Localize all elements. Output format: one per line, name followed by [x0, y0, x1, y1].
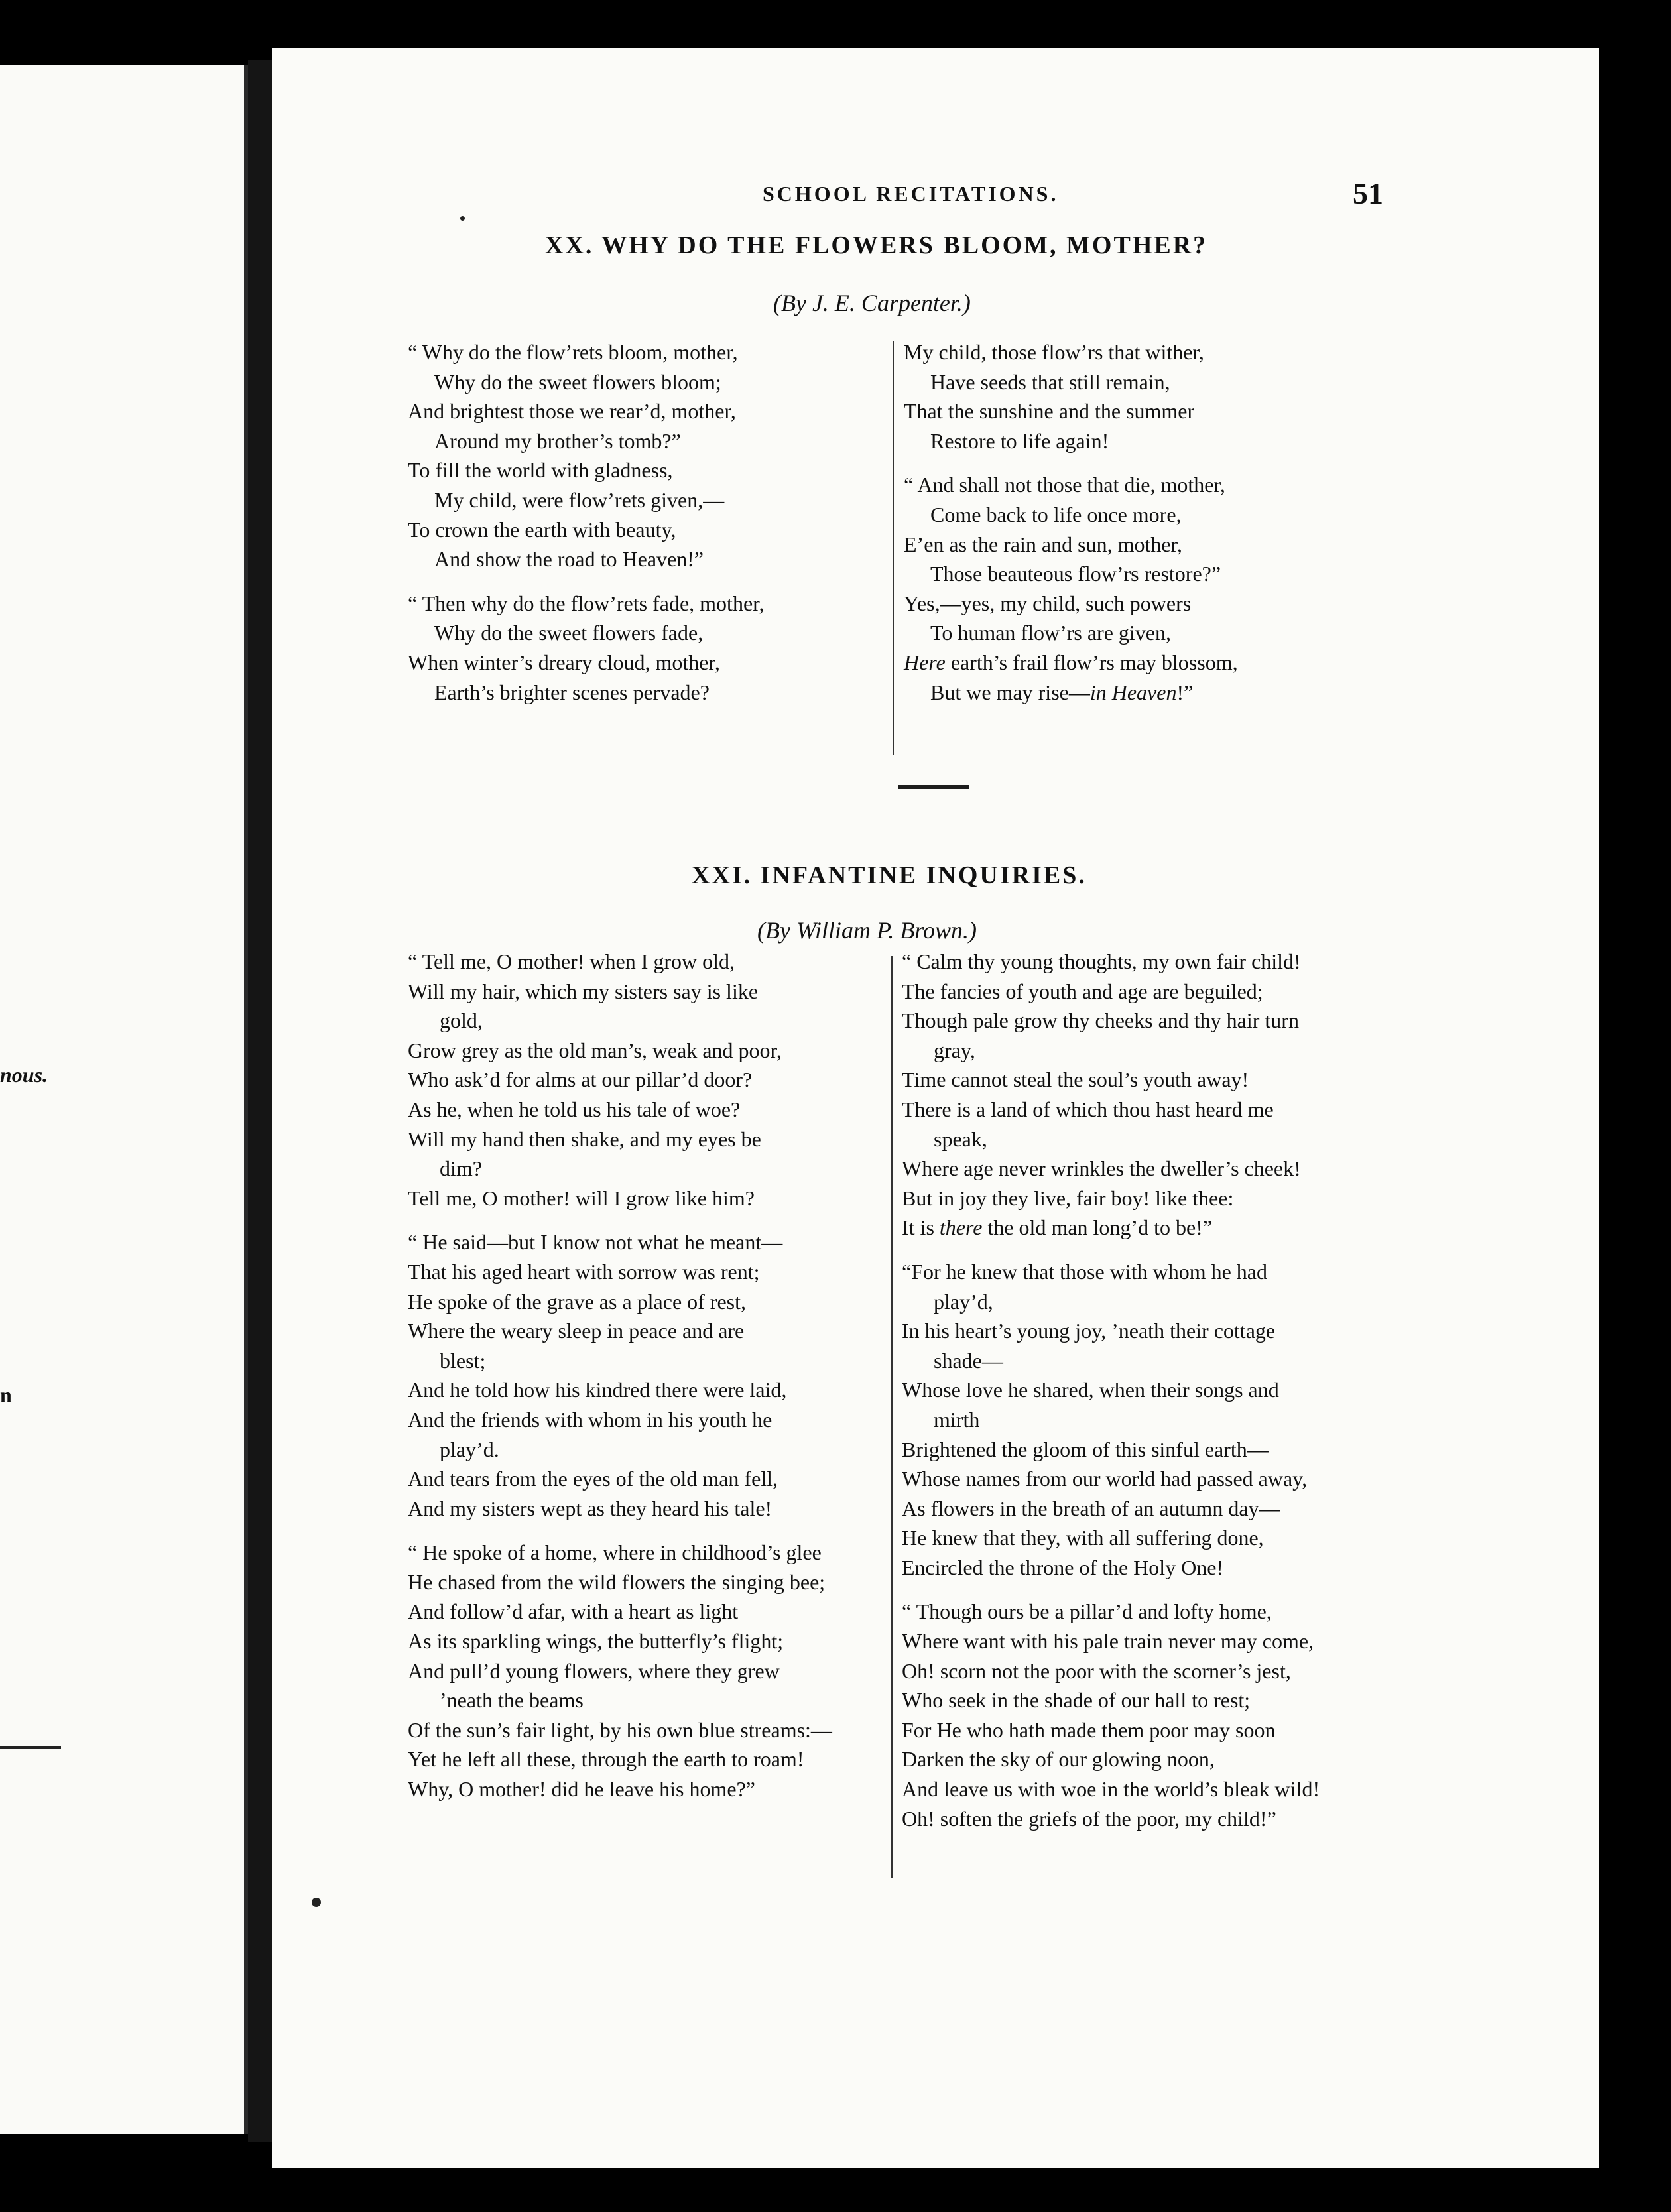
- poem-line: It is there the old man long’d to be!”: [902, 1215, 1213, 1240]
- poem-line: “ He spoke of a home, where in childhood’s glee: [408, 1540, 822, 1565]
- page-number: 51: [1353, 176, 1383, 210]
- poem-line: “ Though ours be a pillar’d and lofty home,: [902, 1599, 1272, 1624]
- poem-line: Oh! soften the griefs of the poor, my child!”: [902, 1806, 1276, 1831]
- poem-line: “For he knew that those with whom he had: [902, 1259, 1267, 1284]
- stanza: [904, 338, 1238, 456]
- poem-line: He chased from the wild flowers the singing bee;: [408, 1569, 826, 1594]
- facing-page-rule: [0, 1746, 61, 1749]
- poem-line: Earth’s brighter scenes pervade?: [434, 680, 710, 704]
- poem-line: Here earth’s frail flow’rs may blossom,: [904, 650, 1238, 674]
- poem-line: Of the sun’s fair light, by his own blue streams:—: [408, 1717, 832, 1742]
- poem-line: “ Tell me, O mother! when I grow old,: [408, 950, 735, 973]
- poem-line: Yes,—yes, my child, such powers: [904, 591, 1192, 615]
- poem-byline: (By J. E. Carpenter.): [773, 290, 971, 316]
- stanza: [408, 1227, 832, 1523]
- poem-line: That his aged heart with sorrow was rent;: [408, 1259, 760, 1284]
- poem-line: And brightest those we rear’d, mother,: [408, 399, 736, 424]
- poem-line: Oh! scorn not the poor with the scorner’s jest,: [902, 1658, 1291, 1683]
- poem-line: Have seeds that still remain,: [930, 369, 1170, 394]
- poem-line: dim?: [440, 1156, 482, 1181]
- column-divider: [891, 956, 893, 1878]
- stanza: [904, 470, 1238, 707]
- poem-line: My child, were flow’rets given,—: [434, 487, 725, 512]
- poem-line: Whose names from our world had passed away,: [902, 1467, 1308, 1491]
- poem-column-left: [408, 947, 832, 1819]
- poem-line: He knew that they, with all suffering done,: [902, 1526, 1264, 1550]
- stanza: [902, 947, 1320, 1243]
- poem-column-left: [408, 338, 765, 721]
- poem-line: Around my brother’s tomb?”: [434, 428, 681, 453]
- book-page: [272, 48, 1599, 2168]
- poem-line: And my sisters wept as they heard his tale!: [408, 1496, 773, 1520]
- poem-line: As flowers in the breath of an autumn day—: [902, 1496, 1280, 1520]
- poem-line: And show the road to Heaven!”: [434, 547, 704, 572]
- poem-line: E’en as the rain and sun, mother,: [904, 532, 1182, 556]
- ink-speck: [312, 1898, 321, 1907]
- poem-line: And pull’d young flowers, where they grew: [408, 1658, 780, 1683]
- poem-line: mirth: [934, 1407, 980, 1432]
- poem-line: Why do the sweet flowers bloom;: [434, 369, 721, 394]
- poem-line: But we may rise—in Heaven!”: [930, 680, 1194, 704]
- stanza: [902, 1257, 1320, 1583]
- stanza: [902, 1597, 1320, 1833]
- poem-line: As he, when he told us his tale of woe?: [408, 1097, 741, 1121]
- poem-byline: (By William P. Brown.): [757, 917, 977, 944]
- poem-line: Darken the sky of our glowing noon,: [902, 1747, 1215, 1772]
- poem-line: And the friends with whom in his youth he: [408, 1407, 773, 1432]
- poem-line: Will my hand then shake, and my eyes be: [408, 1127, 761, 1151]
- poem-line: Encircled the throne of the Holy One!: [902, 1555, 1224, 1579]
- poem-line: blest;: [440, 1348, 486, 1373]
- poem-line: To human flow’rs are given,: [930, 621, 1171, 645]
- poem-line: “ Why do the flow’rets bloom, mother,: [408, 340, 738, 364]
- facing-page-fragment: n: [0, 1383, 12, 1407]
- poem-line: As its sparkling wings, the butterfly’s flight;: [408, 1629, 784, 1654]
- poem-line: gray,: [934, 1038, 975, 1062]
- running-head: SCHOOL RECITATIONS.: [763, 182, 1059, 206]
- poem-line: Who ask’d for alms at our pillar’d door?: [408, 1068, 753, 1092]
- poem-line: To fill the world with gladness,: [408, 458, 673, 483]
- poem-line: He spoke of the grave as a place of rest,: [408, 1289, 746, 1314]
- ink-speck: [460, 216, 465, 221]
- column-divider: [893, 341, 894, 755]
- poem-line: And leave us with woe in the world’s bleak wild!: [902, 1777, 1320, 1802]
- poem-line: To crown the earth with beauty,: [408, 517, 676, 542]
- book-gutter: [248, 60, 272, 2142]
- poem-line: Where want with his pale train never may come,: [902, 1629, 1314, 1654]
- poem-line: And tears from the eyes of the old man fell,: [408, 1467, 778, 1491]
- poem-line: “ Then why do the flow’rets fade, mother,: [408, 591, 765, 615]
- poem-line: shade—: [934, 1348, 1003, 1373]
- poem-line: Yet he left all these, through the earth to roam!: [408, 1747, 804, 1772]
- poem-line: For He who hath made them poor may soon: [902, 1717, 1276, 1742]
- poem-line: There is a land of which thou hast heard me: [902, 1097, 1274, 1121]
- poem-title: XXI. INFANTINE INQUIRIES.: [692, 861, 1087, 889]
- poem-line: The fancies of youth and age are beguiled;: [902, 979, 1263, 1003]
- poem-line: Restore to life again!: [930, 428, 1109, 453]
- poem-line: play’d.: [440, 1437, 499, 1461]
- section-divider: [898, 785, 969, 789]
- poem-column-right: [902, 947, 1320, 1848]
- stanza: [408, 1538, 832, 1804]
- poem-line: Where the weary sleep in peace and are: [408, 1319, 745, 1343]
- poem-line: “ And shall not those that die, mother,: [904, 473, 1225, 497]
- poem-line: “ Calm thy young thoughts, my own fair child!: [902, 950, 1301, 973]
- poem-line: But in joy they live, fair boy! like thee:: [902, 1186, 1234, 1210]
- poem-line: Come back to life once more,: [930, 502, 1182, 526]
- poem-line: Those beauteous flow’rs restore?”: [930, 562, 1221, 586]
- poem-line: play’d,: [934, 1289, 993, 1314]
- poem-line: gold,: [440, 1009, 483, 1033]
- facing-page-fragment: nous.: [0, 1063, 48, 1087]
- poem-line: That the sunshine and the summer: [904, 399, 1195, 424]
- poem-line: Grow grey as the old man’s, weak and poor,: [408, 1038, 782, 1062]
- poem-line: And follow’d afar, with a heart as light: [408, 1599, 739, 1624]
- poem-title: XX. WHY DO THE FLOWERS BLOOM, MOTHER?: [545, 231, 1208, 259]
- stanza: [408, 589, 765, 707]
- poem-line: Who seek in the shade of our hall to rest;: [902, 1688, 1251, 1713]
- poem-line: Where age never wrinkles the dweller’s cheek!: [902, 1156, 1301, 1181]
- poem-line: Brightened the gloom of this sinful earth—: [902, 1437, 1269, 1461]
- poem-column-right: [904, 338, 1238, 721]
- poem-line: “ He said—but I know not what he meant—: [408, 1230, 783, 1255]
- poem-line: ’neath the beams: [440, 1688, 584, 1713]
- facing-page: [0, 65, 248, 2134]
- poem-line: Why, O mother! did he leave his home?”: [408, 1777, 755, 1802]
- poem-line: Though pale grow thy cheeks and thy hair turn: [902, 1009, 1299, 1033]
- poem-line: Why do the sweet flowers fade,: [434, 621, 704, 645]
- stanza: [408, 338, 765, 574]
- poem-line: Tell me, O mother! will I grow like him?: [408, 1186, 755, 1210]
- poem-line: Time cannot steal the soul’s youth away!: [902, 1068, 1249, 1092]
- poem-line: In his heart’s young joy, ’neath their cottage: [902, 1319, 1276, 1343]
- poem-line: speak,: [934, 1127, 987, 1151]
- stanza: [408, 947, 832, 1213]
- poem-line: And he told how his kindred there were laid,: [408, 1378, 787, 1402]
- poem-line: My child, those flow’rs that wither,: [904, 340, 1204, 364]
- poem-line: When winter’s dreary cloud, mother,: [408, 650, 720, 674]
- poem-line: Will my hair, which my sisters say is like: [408, 979, 759, 1003]
- poem-line: Whose love he shared, when their songs and: [902, 1378, 1279, 1402]
